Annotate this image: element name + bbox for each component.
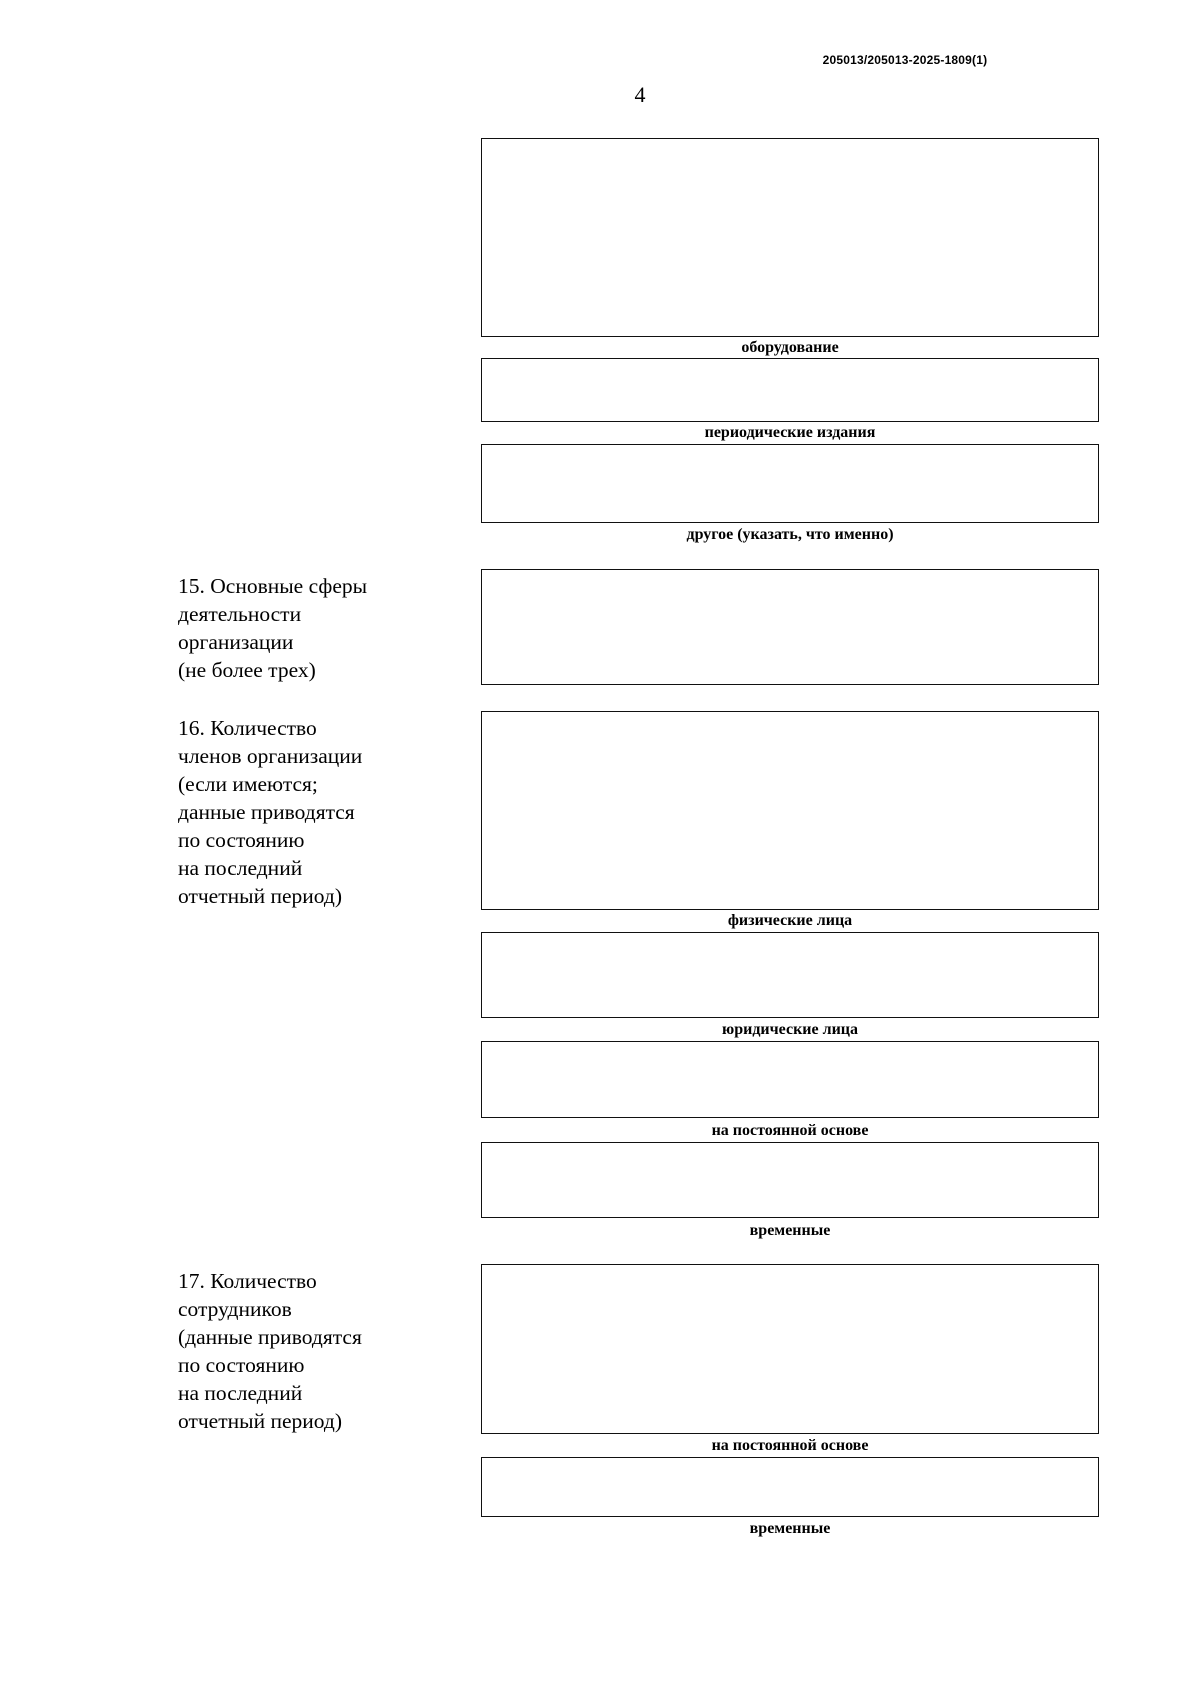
section-17-line: 17. Количество <box>178 1269 317 1293</box>
section-17-line: (данные приводятся <box>178 1325 362 1349</box>
members-legal-box[interactable] <box>481 1041 1099 1118</box>
section-16-line: данные приводятся <box>178 800 355 824</box>
members-permanent-box[interactable] <box>481 1142 1099 1218</box>
section-16-line: членов организации <box>178 744 363 768</box>
section-15-line: организации <box>178 630 294 654</box>
members-individuals-caption: физические лица <box>727 912 853 929</box>
members-permanent-caption: на постоянной основе <box>711 1122 869 1139</box>
staff-box[interactable] <box>481 1264 1099 1434</box>
equipment-caption: оборудование <box>741 339 839 356</box>
section-17-line: по состоянию <box>178 1353 305 1377</box>
section-17-line: отчетный период) <box>178 1409 342 1433</box>
section-15-label <box>178 572 438 684</box>
activity-areas-box[interactable] <box>481 569 1099 685</box>
periodicals-box[interactable] <box>481 444 1099 523</box>
members-temporary-caption: временные <box>749 1222 831 1239</box>
section-15-line: деятельности <box>178 602 302 626</box>
section-16-line: (если имеются; <box>178 772 318 796</box>
page-number: 4 <box>634 82 646 107</box>
staff-permanent-caption: на постоянной основе <box>711 1437 869 1454</box>
staff-permanent-box[interactable] <box>481 1457 1099 1517</box>
section-16-line: отчетный период) <box>178 884 342 908</box>
section-16-label <box>178 714 438 910</box>
resources-box[interactable] <box>481 138 1099 337</box>
section-16-line: 16. Количество <box>178 716 317 740</box>
section-15-line: 15. Основные сферы <box>178 574 368 598</box>
section-15-line: (не более трех) <box>178 658 316 682</box>
section-17-line: на последний <box>178 1381 303 1405</box>
periodicals-caption: периодические издания <box>704 424 876 441</box>
section-16-line: на последний <box>178 856 303 880</box>
section-16-line: по состоянию <box>178 828 305 852</box>
section-17-label <box>178 1267 438 1435</box>
equipment-box[interactable] <box>481 358 1099 422</box>
document-id: 205013/205013-2025-1809(1) <box>822 53 988 67</box>
members-individuals-box[interactable] <box>481 932 1099 1018</box>
other-caption: другое (указать, что именно) <box>686 526 894 543</box>
section-17-line: сотрудников <box>178 1297 292 1321</box>
members-box[interactable] <box>481 711 1099 910</box>
members-legal-caption: юридические лица <box>721 1021 859 1038</box>
staff-temporary-caption: временные <box>749 1520 831 1537</box>
